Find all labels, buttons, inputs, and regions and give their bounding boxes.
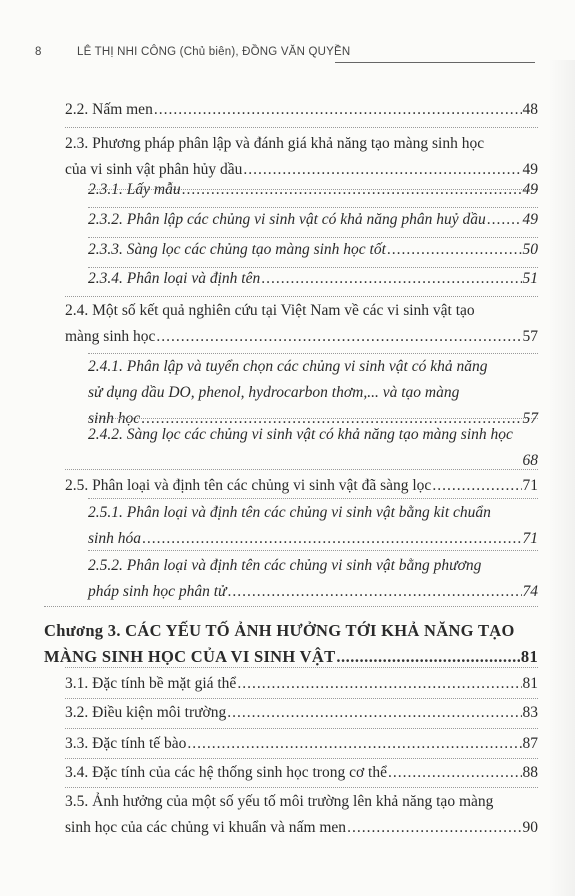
toc-entry-title: 2.3.2. Phân lập các chủng vi sinh vật có khả năng phân huỷ dầu (88, 211, 486, 228)
leader-dots (432, 473, 521, 499)
toc-entry-page: 71 (522, 530, 538, 547)
toc-entry-title: 3.4. Đặc tính của các hệ thống sinh học trong cơ thể (65, 764, 387, 781)
leader-dots (237, 671, 521, 697)
leader-dots (154, 97, 522, 123)
toc-entry-2-2[interactable] (65, 97, 538, 123)
toc-entry-page: 88 (522, 764, 538, 781)
chapter-title: MÀNG SINH HỌC CỦA VI SINH VẬT (44, 647, 336, 666)
toc-entry-2-4[interactable] (65, 298, 538, 350)
toc-entry-2-5-2[interactable] (88, 553, 538, 605)
toc-entry-title: 2.3.4. Phân loại và định tên (88, 270, 261, 287)
toc-entry-page: 68 (522, 452, 538, 469)
chapter-title-line: Chương 3. CÁC YẾU TỐ ẢNH HƯỞNG TỚI KHẢ NĂNG TẠO (44, 621, 515, 640)
toc-entry-page: 49 (522, 181, 538, 198)
leader-dots (227, 700, 521, 726)
leader-dots (187, 731, 521, 757)
toc-entry-title: màng sinh học (65, 328, 156, 345)
leader-dots (347, 815, 521, 841)
separator (65, 469, 538, 470)
separator (65, 698, 538, 699)
leader-dots (182, 177, 522, 203)
separator (44, 606, 538, 607)
header-authors: LÊ THỊ NHI CÔNG (Chủ biên), ĐỒNG VĂN QUYỀN (77, 46, 351, 58)
toc-entry-title-line: 2.3. Phương pháp phân lập và đánh giá khả năng tạo màng sinh học (65, 135, 485, 152)
toc-entry-page: 71 (522, 477, 538, 494)
toc-entry-2-4-1[interactable] (88, 354, 538, 432)
toc-entry-title-line: sử dụng dầu DO, phenol, hydrocarbon thơm,... và tạo màng (88, 384, 460, 401)
leader-dots (388, 760, 522, 786)
toc-entry-2-3[interactable] (65, 131, 538, 183)
toc-entry-2-3-3[interactable] (88, 237, 538, 263)
toc-entry-3-2[interactable] (65, 700, 538, 726)
toc-entry-3-3[interactable] (65, 731, 538, 757)
toc-entry-page: 48 (522, 101, 538, 118)
toc-entry-2-3-4[interactable] (88, 266, 538, 292)
toc-entry-title: 3.1. Đặc tính bề mặt giá thể (65, 675, 237, 692)
separator (88, 550, 538, 551)
toc-entry-2-4-2[interactable] (88, 422, 538, 474)
toc-entry-title: 2.3.3. Sàng lọc các chủng tạo màng sinh học tốt (88, 241, 386, 258)
toc-entry-title: pháp sinh học phân tử (88, 583, 227, 600)
toc-entry-title-line: 2.4.1. Phân lập và tuyển chọn các chủng vi sinh vật có khả năng (88, 358, 488, 375)
toc-entry-title: sinh học (88, 410, 141, 427)
toc-entry-page: 49 (522, 211, 538, 228)
separator (65, 667, 538, 668)
separator (88, 418, 538, 419)
toc-entry-3-4[interactable] (65, 760, 538, 786)
chapter-page: 81 (520, 647, 538, 666)
toc-entry-2-5-1[interactable] (88, 500, 538, 552)
toc-entry-page: 57 (522, 328, 538, 345)
toc-entry-page: 81 (522, 675, 538, 692)
toc-entry-3-1[interactable] (65, 671, 538, 697)
toc-entry-title-line: 3.5. Ảnh hưởng của một số yếu tố môi trường lên khả năng tạo màng (65, 793, 494, 810)
separator (65, 296, 538, 297)
separator (65, 728, 538, 729)
separator (65, 758, 538, 759)
toc-entry-page: 90 (522, 819, 538, 836)
toc-entry-title: 3.3. Đặc tính tế bào (65, 735, 187, 752)
toc-entry-title: sinh hóa (88, 530, 141, 547)
leader-dots (227, 579, 521, 605)
toc-entry-page: 57 (522, 410, 538, 427)
toc-entry-title: của vi sinh vật phân hủy dầu (65, 161, 243, 178)
page-number: 8 (35, 46, 42, 58)
leader-dots (156, 324, 521, 350)
toc-entry-page: 51 (522, 270, 538, 287)
separator (65, 787, 538, 788)
page-edge-shadow (548, 60, 575, 896)
leader-dots (142, 526, 522, 552)
toc-entry-title: 3.2. Điều kiện môi trường (65, 704, 227, 721)
toc-entry-title: 2.2. Nấm men (65, 101, 153, 118)
leader-dots (487, 207, 522, 233)
toc-entry-page: 49 (522, 161, 538, 178)
toc-entry-title: 2.5. Phân loại và định tên các chủng vi sinh vật đã sàng lọc (65, 477, 432, 494)
toc-entry-2-3-1[interactable] (88, 177, 538, 203)
leader-dots (387, 237, 522, 263)
toc-chapter-3[interactable] (44, 618, 538, 670)
toc-entry-title: sinh học của các chủng vi khuẩn và nấm men (65, 819, 347, 836)
toc-entry-page: 83 (522, 704, 538, 721)
toc-entry-2-3-2[interactable] (88, 207, 538, 233)
toc-entry-title: 2.3.1. Lấy mẫu (88, 181, 181, 198)
separator (65, 127, 538, 128)
toc-entry-page: 87 (522, 735, 538, 752)
toc-entry-page: 50 (522, 241, 538, 258)
toc-entry-title-line: 2.5.1. Phân loại và định tên các chủng vi sinh vật bằng kit chuẩn (88, 504, 491, 521)
toc-entry-title-line: 2.5.2. Phân loại và định tên các chủng vi sinh vật bằng phương (88, 557, 482, 574)
separator (88, 498, 538, 499)
toc-entry-title-line: 2.4.2. Sàng lọc các chủng vi sinh vật có khả năng tạo màng sinh học (88, 426, 513, 443)
toc-entry-page: 74 (522, 583, 538, 600)
toc-entry-2-5[interactable] (65, 473, 538, 499)
toc-entry-title-line: 2.4. Một số kết quả nghiên cứu tại Việt Nam về các vi sinh vật tạo (65, 302, 475, 319)
toc-entry-3-5[interactable] (65, 789, 538, 841)
leader-dots (261, 266, 521, 292)
